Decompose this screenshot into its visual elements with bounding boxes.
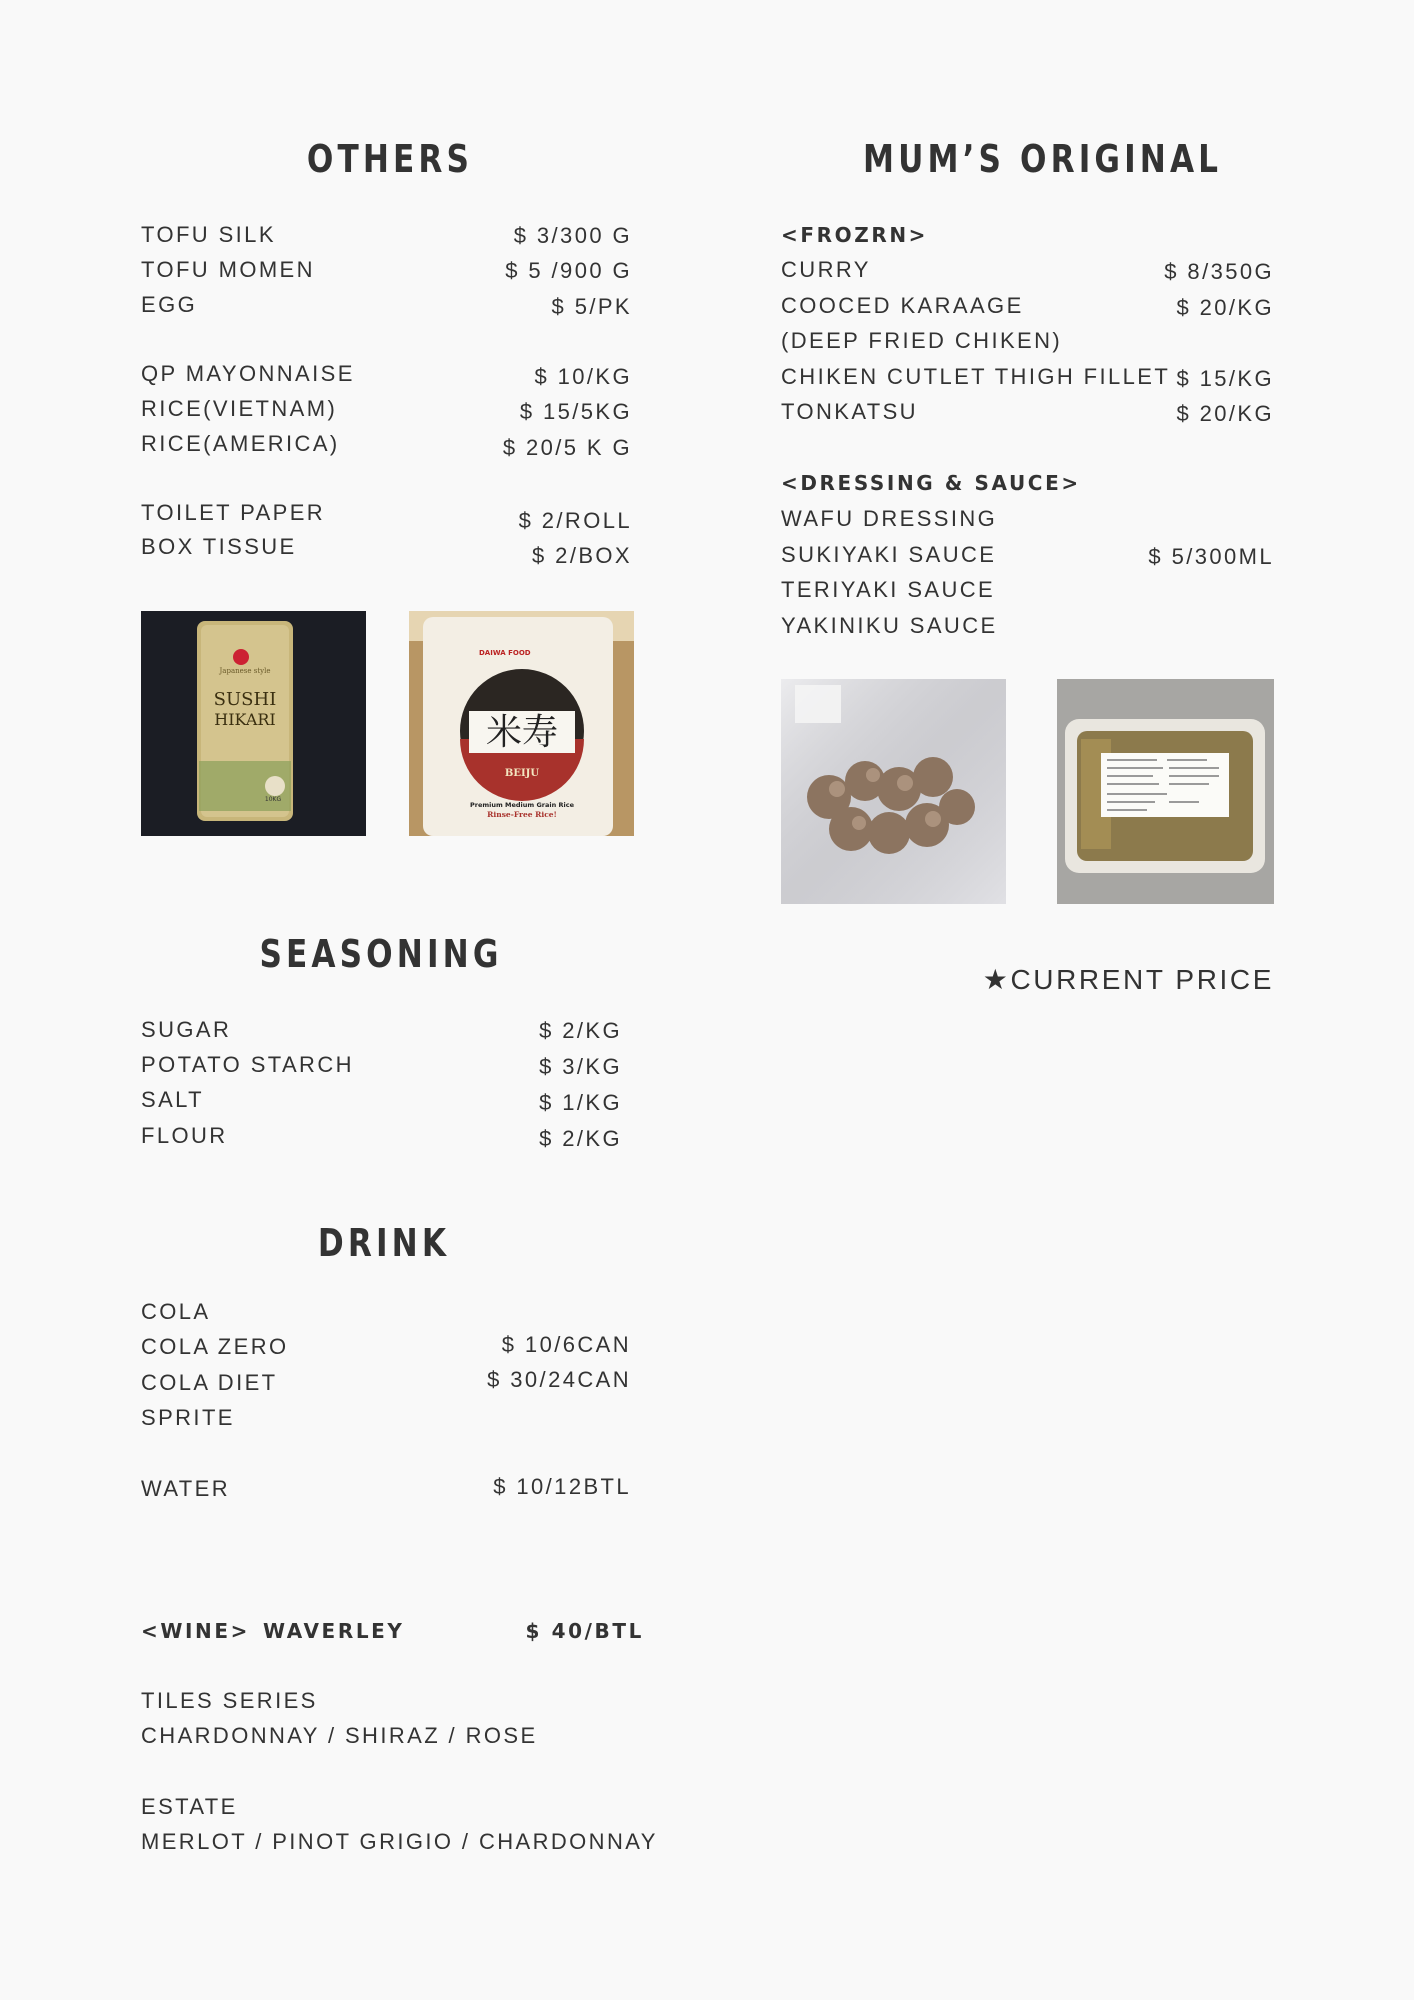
current-price-note: ★CURRENT PRICE <box>982 964 1274 995</box>
item-name: CURRY <box>781 257 871 282</box>
wine-brand: WAVERLEY <box>263 1619 405 1643</box>
item-name: BOX TISSUE <box>141 534 297 559</box>
rice-bag-illustration <box>141 611 366 836</box>
item-name: EGG <box>141 292 198 317</box>
item-name: COLA ZERO <box>141 1334 289 1359</box>
item-price: $ 3/KG <box>539 1054 622 1079</box>
item-name: SPRITE <box>141 1405 235 1430</box>
item-price: $ 1/KG <box>539 1090 622 1115</box>
item-name: RICE(AMERICA) <box>141 431 340 456</box>
item-name: TOFU MOMEN <box>141 257 315 282</box>
item-price: $ 5/300ML <box>1148 544 1274 569</box>
rice-box-desc: Premium Medium Grain Rice <box>469 801 575 809</box>
item-name: SUKIYAKI SAUCE <box>781 542 997 567</box>
rice-bag-brand: SUSHI <box>213 689 277 710</box>
item-name: WATER <box>141 1476 230 1501</box>
curry-photo <box>1057 679 1274 904</box>
item-name: POTATO STARCH <box>141 1052 354 1077</box>
item-price: $ 2/ROLL <box>518 508 632 533</box>
item-price: $ 2/KG <box>539 1126 622 1151</box>
item-name: COLA DIET <box>141 1370 278 1395</box>
rice-box-logo: 米寿 <box>485 712 559 753</box>
rice-box-name: BEIJU <box>504 768 540 779</box>
item-price: $ 10/KG <box>534 364 632 389</box>
frozen-label: <FROZRN> <box>781 223 929 247</box>
item-price: $ 3/300 G <box>513 223 632 248</box>
section-title-others: OTHERS <box>306 137 474 181</box>
rice-bag-brand-2: HIKARI <box>214 710 276 729</box>
section-title-drink: DRINK <box>317 1221 451 1265</box>
item-price: $ 15/5KG <box>519 399 632 424</box>
item-price: $ 20/5 K G <box>502 435 632 460</box>
item-name: CHIKEN CUTLET THIGH FILLET <box>781 364 1171 389</box>
rice-box-maker: DAIWA FOOD <box>479 649 531 657</box>
rice-bag-tagline: Japanese style <box>219 667 271 675</box>
wine-series-varieties: CHARDONNAY / SHIRAZ / ROSE <box>141 1723 538 1748</box>
item-price: $ 8/350G <box>1164 259 1274 284</box>
item-price: $ 2/KG <box>539 1018 622 1043</box>
item-name: RICE(VIETNAM) <box>141 396 338 421</box>
item-name: QP MAYONNAISE <box>141 361 355 386</box>
item-name: WAFU DRESSING <box>781 506 998 531</box>
item-name: SALT <box>141 1087 204 1112</box>
wine-label: <WINE> <box>141 1619 251 1643</box>
item-name: SUGAR <box>141 1017 232 1042</box>
item-name: COLA <box>141 1299 211 1324</box>
rice-box-illustration <box>409 611 634 836</box>
item-name: COOCED KARAAGE <box>781 293 1024 318</box>
item-name: TONKATSU <box>781 399 918 424</box>
wine-estate-title: ESTATE <box>141 1794 238 1819</box>
section-title-mums-original: MUM’S ORIGINAL <box>863 137 1223 181</box>
wine-series-title: TILES SERIES <box>141 1688 318 1713</box>
item-name: TERIYAKI SAUCE <box>781 577 996 602</box>
curry-illustration <box>1057 679 1274 904</box>
sauce-label: <DRESSING & SAUCE> <box>781 471 1081 495</box>
item-name: TOILET PAPER <box>141 500 326 525</box>
item-price: $ 15/KG <box>1176 366 1274 391</box>
item-price: $ 10/6CAN <box>501 1332 631 1357</box>
item-price: $ 30/24CAN <box>487 1367 631 1392</box>
item-name: FLOUR <box>141 1123 228 1148</box>
item-price: $ 2/BOX <box>532 543 632 568</box>
rice-bag-photo <box>141 611 366 836</box>
item-name: YAKINIKU SAUCE <box>781 613 998 638</box>
item-price: $ 5/PK <box>551 294 632 319</box>
rice-bag-weight: 10KG <box>264 796 282 803</box>
rice-box-photo <box>409 611 634 836</box>
section-title-seasoning: SEASONING <box>259 932 503 976</box>
item-name: (DEEP FRIED CHIKEN) <box>781 328 1063 353</box>
karaage-illustration <box>781 679 1006 904</box>
item-price: $ 10/12BTL <box>493 1474 631 1499</box>
item-price: $ 20/KG <box>1176 295 1274 320</box>
rice-box-slogan: Rinse-Free Rice! <box>487 810 557 819</box>
karaage-photo <box>781 679 1006 904</box>
item-price: $ 20/KG <box>1176 401 1274 426</box>
wine-price: $ 40/BTL <box>525 1619 644 1643</box>
item-price: $ 5 /900 G <box>505 258 632 283</box>
item-name: TOFU SILK <box>141 222 276 247</box>
wine-estate-varieties: MERLOT / PINOT GRIGIO / CHARDONNAY <box>141 1829 658 1854</box>
